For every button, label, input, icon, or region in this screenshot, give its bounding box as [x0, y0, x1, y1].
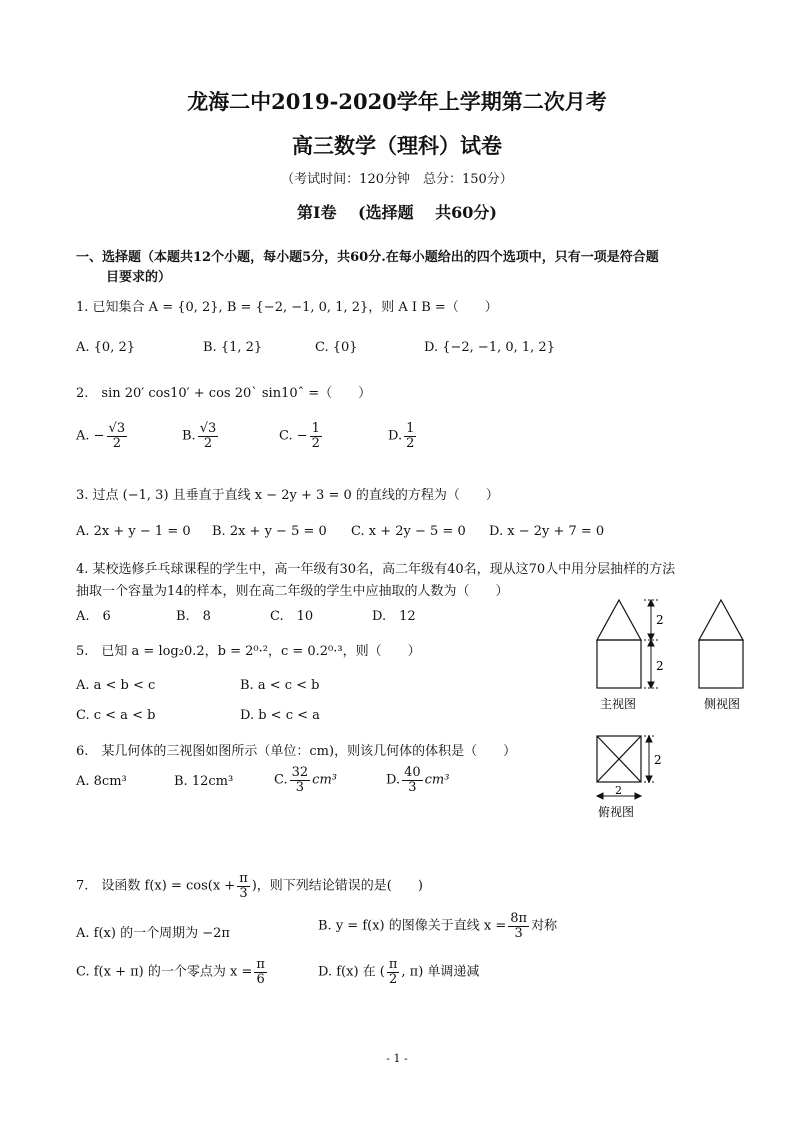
- question-5-stem: 5. 已知 a = log₂0.2，b = 2⁰·²，c = 0.2⁰·³，则（ ）: [76, 644, 421, 659]
- option-text: C. f(x + π) 的一个零点为 x =: [76, 964, 253, 980]
- fraction: [107, 422, 128, 450]
- question-1-option-b: B. {1, 2}: [203, 340, 263, 355]
- question-4-option-b: B. 8: [176, 609, 211, 624]
- question-2-option-a: [76, 422, 129, 450]
- question-2-option-c: [279, 422, 324, 450]
- question-7-option-b: [318, 912, 557, 940]
- question-2-stem: 2. sin 20′ cos10′ + cos 20` sin10ˆ =（ ）: [76, 386, 372, 401]
- fraction: [404, 422, 416, 450]
- question-2-option-d: [388, 422, 418, 450]
- option-text-end: 对称: [531, 918, 558, 934]
- question-4-stem-line2: 抽取一个容量为14的样本，则在高二年级的学生中应抽取的人数为（ ）: [76, 584, 509, 599]
- option-label: D.: [386, 772, 401, 788]
- numerator: √3: [108, 421, 126, 436]
- option-text: D. f(x) 在 (: [318, 964, 385, 980]
- fraction: [402, 766, 423, 794]
- dim-label-plan-height: 2: [654, 753, 662, 767]
- question-1-stem: 1. 已知集合 A = {0, 2}, B = {−2, −1, 0, 1, 2}，则 A I B =（ ）: [76, 300, 498, 315]
- question-3-option-a: A. 2x + y − 1 = 0: [76, 524, 191, 539]
- numerator: 40: [404, 765, 421, 780]
- question-4-option-a: A. 6: [76, 609, 111, 624]
- question-2-option-b: [182, 422, 220, 450]
- question-6-option-a: A. 8cm³: [76, 774, 127, 789]
- question-4-option-d: D. 12: [372, 609, 416, 624]
- front-view-triangle: [597, 600, 641, 640]
- option-label: C.: [274, 772, 288, 788]
- denominator: 3: [295, 779, 305, 795]
- denominator: 6: [256, 971, 265, 987]
- top-view: [597, 736, 641, 782]
- question-7-option-c: [76, 958, 269, 986]
- question-5-option-d: D. b < c < a: [240, 708, 320, 723]
- question-4-option-c: C. 10: [270, 609, 314, 624]
- denominator: 2: [112, 435, 121, 451]
- question-1-option-c: C. {0}: [315, 340, 358, 355]
- dim-label-plan-width: 2: [615, 784, 622, 797]
- section-instructions-line2: 目要求的）: [106, 270, 172, 285]
- question-7-option-a: A. f(x) 的一个周期为 −2π: [76, 926, 230, 941]
- denominator: 2: [311, 435, 320, 451]
- side-view: [699, 600, 743, 688]
- fraction: [387, 958, 400, 986]
- denominator: 2: [388, 971, 398, 987]
- question-3-option-b: B. 2x + y − 5 = 0: [212, 524, 327, 539]
- option-text-end: , π) 单调递减: [401, 964, 480, 980]
- page-number: - 1 -: [386, 1052, 408, 1065]
- question-3-option-d: D. x − 2y + 7 = 0: [489, 524, 605, 539]
- front-view: [597, 600, 641, 688]
- question-1-option-d: D. {−2, −1, 0, 1, 2}: [424, 340, 555, 355]
- question-5-option-c: C. c < a < b: [76, 708, 156, 723]
- denominator: 3: [408, 779, 417, 795]
- side-view-label: 侧视图: [704, 697, 741, 711]
- front-view-label: 主视图: [600, 697, 637, 711]
- stem-text: 7. 设函数 f(x) = cos(x +: [76, 878, 236, 894]
- stem-text-end: )，则下列结论错误的是( ): [251, 878, 423, 894]
- numerator: π: [256, 957, 265, 972]
- exam-info: （考试时间：120分钟 总分：150分）: [281, 172, 513, 187]
- question-6-option-d: [386, 766, 449, 794]
- numerator: 8π: [510, 911, 528, 926]
- question-3-option-c: C. x + 2y − 5 = 0: [351, 524, 466, 539]
- section-instructions-line1: 一、选择题（本题共12个小题，每小题5分，共60分.在每小题给出的四个选项中，只有一项是符合题: [76, 250, 659, 265]
- option-label: D.: [388, 428, 403, 444]
- fraction: [508, 912, 529, 940]
- unit: cm³: [424, 772, 450, 788]
- exam-title: 龙海二中2019-2020学年上学期第二次月考: [187, 89, 607, 114]
- denominator: 3: [514, 925, 523, 941]
- question-7-option-d: [318, 958, 479, 986]
- exam-subject-title: 高三数学（理科）试卷: [292, 133, 502, 158]
- denominator: 3: [239, 885, 248, 901]
- three-view-figure: [588, 592, 788, 832]
- volume-heading: 第Ⅰ卷 (选择题 共60分): [296, 203, 498, 222]
- question-6-option-b: B. 12cm³: [174, 774, 234, 789]
- numerator: 32: [291, 765, 309, 780]
- unit: cm³: [312, 772, 337, 788]
- option-text: B. y = f(x) 的图像关于直线 x =: [318, 918, 507, 934]
- question-3-stem: 3. 过点 (−1, 3) 且垂直于直线 x − 2y + 3 = 0 的直线的方程为（ ）: [76, 488, 499, 503]
- question-6-stem: 6. 某几何体的三视图如图所示（单位：cm)，则该几何体的体积是（ ）: [76, 744, 517, 759]
- side-view-triangle: [699, 600, 743, 640]
- question-4-stem-line1: 4. 某校选修乒乓球课程的学生中，高一年级有30名，高二年级有40名，现从这70人中用分层抽样的方法: [76, 562, 676, 577]
- denominator: 2: [203, 435, 213, 451]
- fraction: [237, 872, 250, 900]
- fraction: [198, 422, 219, 450]
- question-5-option-b: B. a < c < b: [240, 678, 320, 693]
- numerator: √3: [199, 421, 217, 436]
- numerator: π: [239, 871, 248, 886]
- side-view-square: [699, 640, 743, 688]
- option-label: A. −: [76, 428, 105, 444]
- dim-label-top: 2: [656, 613, 664, 627]
- fraction: [290, 766, 311, 794]
- fraction: [310, 422, 322, 450]
- numerator: 1: [311, 421, 320, 436]
- front-view-square: [597, 640, 641, 688]
- denominator: 2: [406, 435, 415, 451]
- top-view-label: 俯视图: [598, 805, 635, 819]
- option-label: B.: [182, 428, 196, 444]
- question-6-option-c: [274, 766, 337, 794]
- option-label: C. −: [279, 428, 308, 444]
- question-7-stem: [76, 872, 423, 900]
- question-5-option-a: A. a < b < c: [76, 678, 156, 693]
- numerator: π: [388, 957, 398, 972]
- numerator: 1: [406, 421, 415, 436]
- fraction: [254, 958, 267, 986]
- dim-label-bottom: 2: [656, 659, 664, 673]
- question-1-option-a: A. {0, 2}: [76, 340, 136, 355]
